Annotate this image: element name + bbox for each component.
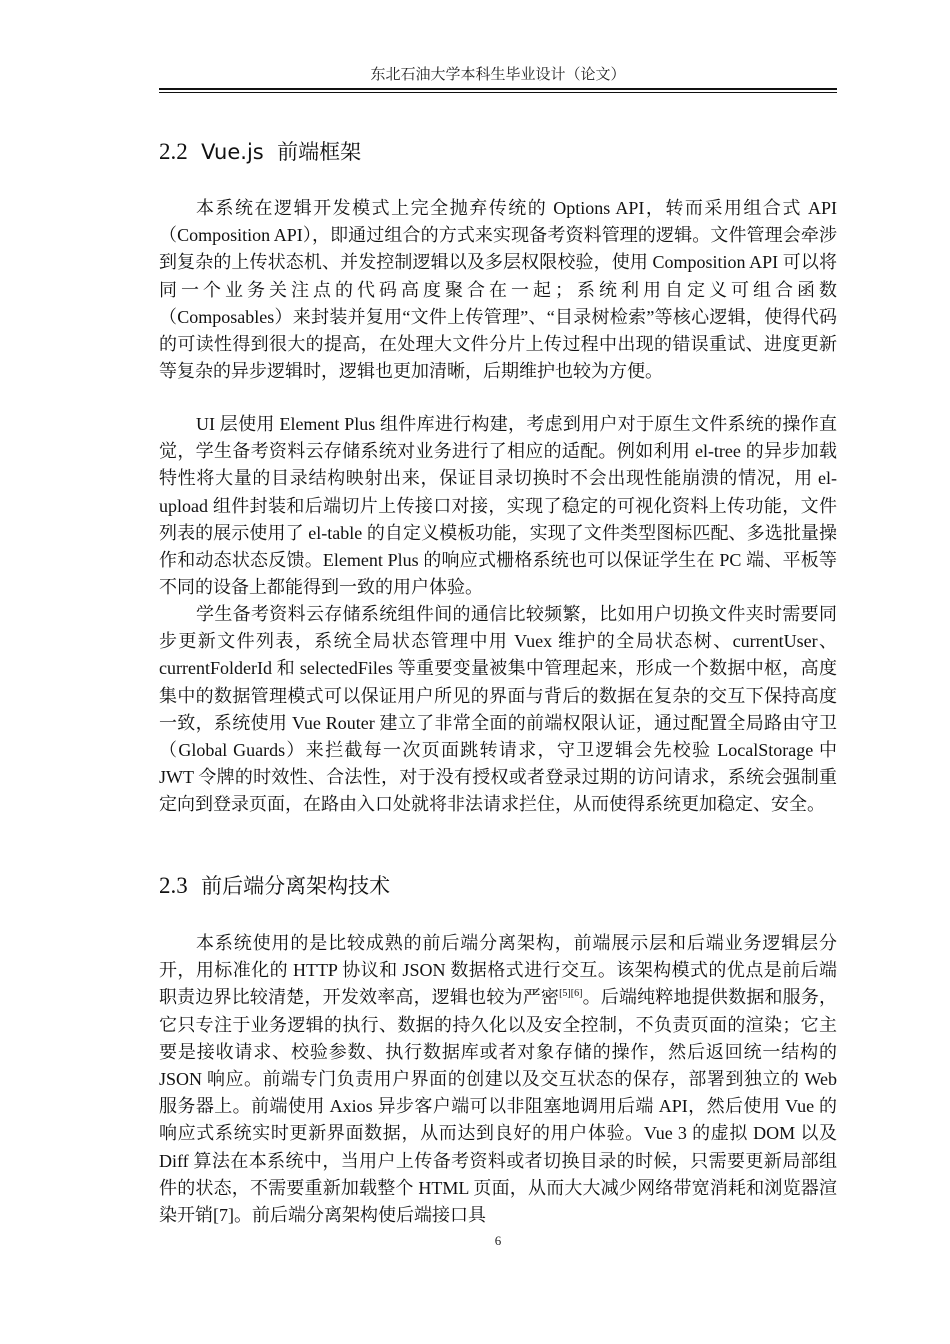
citation-marker: [5][6] [559,988,583,1000]
section-heading-2-3 [159,872,837,900]
header-rule-thin [159,92,837,93]
section-title: Vue.js 前端框架 [201,140,362,164]
section-number: 2.2 [159,139,188,164]
paragraph-separation-architecture [159,930,837,1229]
paragraph-text: 本系统使用的是比较成熟的前后端分离架构，前端展示层和后端业务逻辑层分开，用标准化的 HTTP 协议和 JSON 数据格式进行交互。该架构模式的优点是前后端职责边界比较清楚，开发效率高，逻辑也较为严密 [159,933,837,1008]
paragraph-text: 。后端纯粹地提供数据和服务，它只专注于业务逻辑的执行、数据的持久化以及安全控制，不负责页面的渲染；它主要是接收请求、校验参数、执行数据库或者对象存储的操作，然后返回统一结构的 JSON 响应。前端专门负责用户界面的创建以及交互状态的保存，部署到独立的 Web 服务器上。前端使用 Axios 异步客户端可以非阻塞地调用后端 API，然后使用 Vue 的响应式系统实时更新界面数据，从而达到良好的用户体验。Vue 3 的虚拟 DOM 以及 Diff 算法在本系统中，当用户上传备考资料或者切换目录的时候，只需要更新局部组件的状态，不需要重新加载整个 HTML 页面，从而大大减少网络带宽消耗和浏览器渲染开销[7]。前后端分离架构使后端接口具 [159,987,837,1226]
section-number: 2.3 [159,873,188,898]
paragraph-state-management: 学生备考资料云存储系统组件间的通信比较频繁，比如用户切换文件夹时需要同步更新文件列表，系统全局状态管理中用 Vuex 维护的全局状态树、currentUser、currentFolderId 和 selectedFiles 等重要变量被集中管理起来，形成一个数据中枢，高度集中的数据管理模式可以保证用户所见的界面与背后的数据在复杂的交互下保持高度一致，系统使用 Vue Router 建立了非常全面的前端权限认证，通过配置全局路由守卫（Global Guards）来拦截每一次页面跳转请求，守卫逻辑会先校验 LocalStorage 中 JWT 令牌的时效性、合法性，对于没有授权或者登录过期的访问请求，系统会强制重定向到登录页面，在路由入口处就将非法请求拦住，从而使得系统更加稳定、安全。 [159,604,837,815]
paragraph-element-plus: UI 层使用 Element Plus 组件库进行构建，考虑到用户对于原生文件系统的操作直觉，学生备考资料云存储系统对业务进行了相应的适配。例如利用 el-tree 的异步加载特性将大量的目录结构映射出来，保证目录切换时不会出现性能崩溃的情况，用 el-upload 组件封装和后端切片上传接口对接，实现了稳定的可视化资料上传功能，文件列表的展示使用了 el-table 的自定义模板功能，实现了文件类型图标匹配、多选批量操作和动态状态反馈。Element Plus 的响应式栅格系统也可以保证学生在 PC 端、平板等不同的设备上都能得到一致的用户体验。 [159,414,837,598]
page-number: 6 [494,1233,502,1248]
header-rule-thick [159,88,837,90]
header-title: 东北石油大学本科生毕业设计（论文） [370,67,626,83]
section-title: 前后端分离架构技术 [201,874,391,898]
section-heading-2-2 [159,138,837,166]
paragraph-composition-api: 本系统在逻辑开发模式上完全抛弃传统的 Options API，转而采用组合式 API（Composition API），即通过组合的方式来实现备考资料管理的逻辑。文件管理会牵涉到复杂的上传状态机、并发控制逻辑以及多层权限校验，使用 Composition API 可以将同一个业务关注点的代码高度聚合在一起；系统利用自定义可组合函数（Composables）来封装并复用“文件上传管理”、“目录树检索”等核心逻辑，使得代码的可读性得到很大的提高，在处理大文件分片上传过程中出现的错误重试、进度更新等复杂的异步逻辑时，逻辑也更加清晰，后期维护也较为方便。 [159,198,837,382]
